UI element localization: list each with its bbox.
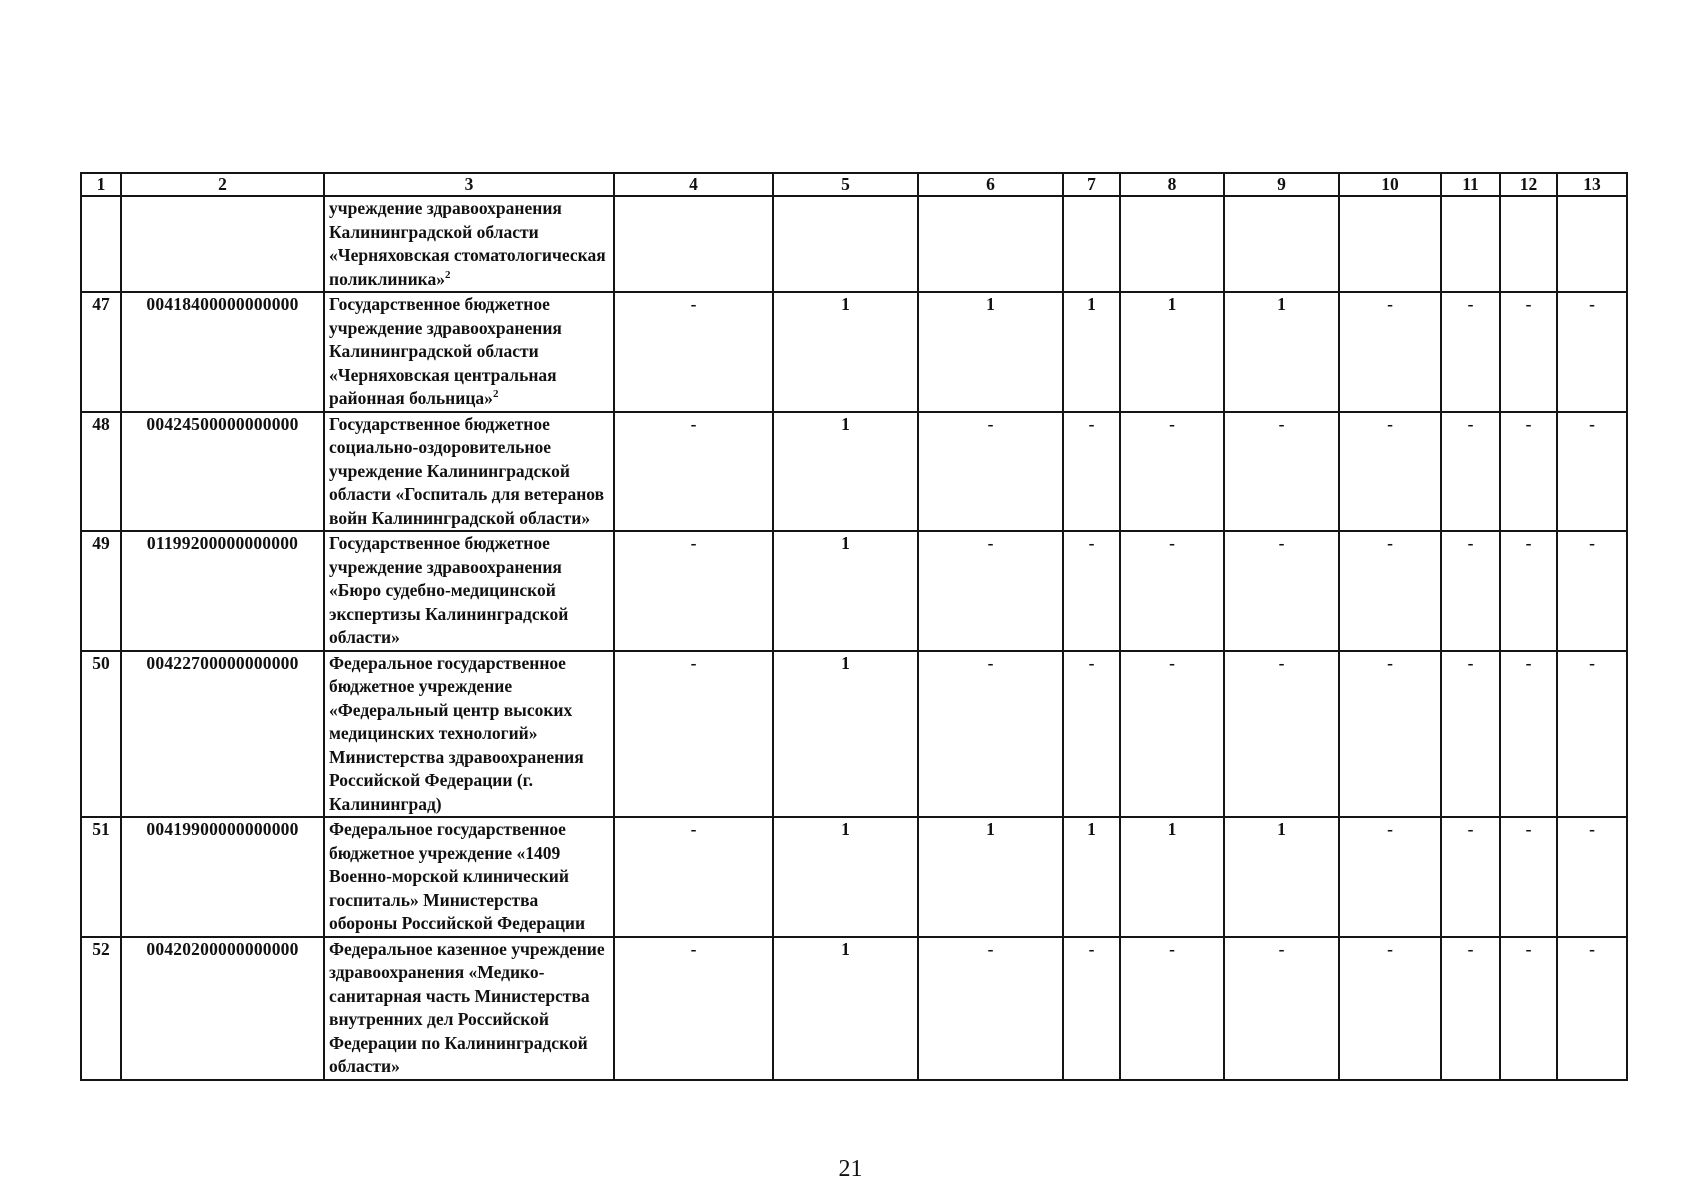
cell-col-10: [1339, 196, 1441, 292]
row-number: 50: [81, 651, 121, 818]
cell-col-13: -: [1557, 937, 1627, 1080]
cell-col-12: [1500, 196, 1557, 292]
row-number: 48: [81, 412, 121, 532]
cell-col-10: -: [1339, 817, 1441, 937]
cell-col-5: 1: [773, 651, 918, 818]
cell-col-10: -: [1339, 412, 1441, 532]
table-row: [81, 292, 1627, 412]
cell-col-10: -: [1339, 651, 1441, 818]
cell-col-9: -: [1224, 412, 1339, 532]
table-row: [81, 651, 1627, 818]
cell-col-12: -: [1500, 531, 1557, 651]
header-row: [81, 173, 1627, 196]
cell-col-11: -: [1441, 531, 1500, 651]
col-header: 13: [1557, 173, 1627, 196]
table-row: [81, 817, 1627, 937]
col-header: 7: [1063, 173, 1120, 196]
footnote-mark: 2: [492, 388, 499, 400]
registry-code: 00418400000000000: [121, 292, 324, 412]
col-header: 2: [121, 173, 324, 196]
table-row: [81, 196, 1627, 292]
row-number: 51: [81, 817, 121, 937]
cell-col-10: -: [1339, 292, 1441, 412]
data-table: [80, 172, 1628, 1081]
row-number: [81, 196, 121, 292]
cell-col-5: 1: [773, 937, 918, 1080]
cell-col-11: -: [1441, 937, 1500, 1080]
table-row: [81, 531, 1627, 651]
registry-code: 01199200000000000: [121, 531, 324, 651]
cell-col-6: -: [918, 412, 1063, 532]
cell-col-6: 1: [918, 292, 1063, 412]
cell-col-4: -: [614, 531, 773, 651]
registry-code: 00422700000000000: [121, 651, 324, 818]
page-number: 21: [838, 1156, 863, 1182]
cell-col-12: -: [1500, 937, 1557, 1080]
cell-col-13: -: [1557, 531, 1627, 651]
cell-col-4: -: [614, 817, 773, 937]
cell-col-10: -: [1339, 937, 1441, 1080]
cell-col-12: -: [1500, 292, 1557, 412]
col-header: 5: [773, 173, 918, 196]
cell-col-8: -: [1120, 651, 1224, 818]
col-header: 8: [1120, 173, 1224, 196]
cell-col-9: [1224, 196, 1339, 292]
cell-col-6: -: [918, 937, 1063, 1080]
cell-col-7: 1: [1063, 817, 1120, 937]
registry-code: [121, 196, 324, 292]
cell-col-4: -: [614, 651, 773, 818]
institution-name: учреждение здравоохранения Калининградской области «Черняховская стоматологическая поликлиника»$^2$: [324, 196, 614, 292]
table-row: [81, 937, 1627, 1080]
cell-col-4: -: [614, 937, 773, 1080]
cell-col-11: -: [1441, 817, 1500, 937]
cell-col-11: -: [1441, 292, 1500, 412]
cell-col-5: 1: [773, 531, 918, 651]
institution-name: Государственное бюджетное учреждение здравоохранения Калининградской области «Черняховская центральная районная больница»$^2$: [324, 292, 614, 412]
institution-name: Государственное бюджетное социально-оздоровительное учреждение Калининградской области «Госпиталь для ветеранов войн Калининградской области»: [324, 412, 614, 532]
cell-col-7: 1: [1063, 292, 1120, 412]
institution-name: Федеральное государственное бюджетное учреждение «Федеральный центр высоких медицинских технологий» Министерства здравоохранения Российской Федерации (г. Калининград): [324, 651, 614, 818]
cell-col-9: 1: [1224, 292, 1339, 412]
cell-col-6: -: [918, 651, 1063, 818]
col-header: 3: [324, 173, 614, 196]
row-number: 49: [81, 531, 121, 651]
cell-col-7: -: [1063, 937, 1120, 1080]
cell-col-6: -: [918, 531, 1063, 651]
cell-col-9: -: [1224, 651, 1339, 818]
col-header: 10: [1339, 173, 1441, 196]
cell-col-9: -: [1224, 937, 1339, 1080]
cell-col-13: -: [1557, 817, 1627, 937]
cell-col-5: 1: [773, 412, 918, 532]
cell-col-5: [773, 196, 918, 292]
cell-col-8: -: [1120, 937, 1224, 1080]
cell-col-7: -: [1063, 531, 1120, 651]
cell-col-13: -: [1557, 292, 1627, 412]
cell-col-11: -: [1441, 651, 1500, 818]
institution-name: Государственное бюджетное учреждение здравоохранения «Бюро судебно-медицинской экспертизы Калининградской области»: [324, 531, 614, 651]
registry-code: 00420200000000000: [121, 937, 324, 1080]
cell-col-10: -: [1339, 531, 1441, 651]
col-header: 9: [1224, 173, 1339, 196]
registry-code: 00419900000000000: [121, 817, 324, 937]
cell-col-4: [614, 196, 773, 292]
row-number: 47: [81, 292, 121, 412]
cell-col-6: 1: [918, 817, 1063, 937]
cell-col-9: -: [1224, 531, 1339, 651]
cell-col-13: -: [1557, 412, 1627, 532]
table-row: [81, 412, 1627, 532]
cell-col-8: [1120, 196, 1224, 292]
cell-col-6: [918, 196, 1063, 292]
cell-col-8: 1: [1120, 817, 1224, 937]
cell-col-7: -: [1063, 651, 1120, 818]
cell-col-12: -: [1500, 412, 1557, 532]
cell-col-7: -: [1063, 412, 1120, 532]
cell-col-11: [1441, 196, 1500, 292]
cell-col-5: 1: [773, 292, 918, 412]
col-header: 12: [1500, 173, 1557, 196]
cell-col-8: 1: [1120, 292, 1224, 412]
institution-name: Федеральное государственное бюджетное учреждение «1409 Военно-морской клинический госпиталь» Министерства обороны Российской Федерации: [324, 817, 614, 937]
institution-name: Федеральное казенное учреждение здравоохранения «Медико-санитарная часть Министерства внутренних дел Российской Федерации по Калининградской области»: [324, 937, 614, 1080]
footnote-mark: 2: [444, 268, 451, 281]
row-number: 52: [81, 937, 121, 1080]
cell-col-11: -: [1441, 412, 1500, 532]
cell-col-12: -: [1500, 817, 1557, 937]
cell-col-8: -: [1120, 412, 1224, 532]
cell-col-8: -: [1120, 531, 1224, 651]
cell-col-4: -: [614, 292, 773, 412]
cell-col-13: [1557, 196, 1627, 292]
cell-col-5: 1: [773, 817, 918, 937]
cell-col-4: -: [614, 412, 773, 532]
cell-col-7: [1063, 196, 1120, 292]
cell-col-12: -: [1500, 651, 1557, 818]
col-header: 6: [918, 173, 1063, 196]
registry-code: 00424500000000000: [121, 412, 324, 532]
col-header: 4: [614, 173, 773, 196]
col-header: 11: [1441, 173, 1500, 196]
cell-col-13: -: [1557, 651, 1627, 818]
col-header: 1: [81, 173, 121, 196]
cell-col-9: 1: [1224, 817, 1339, 937]
